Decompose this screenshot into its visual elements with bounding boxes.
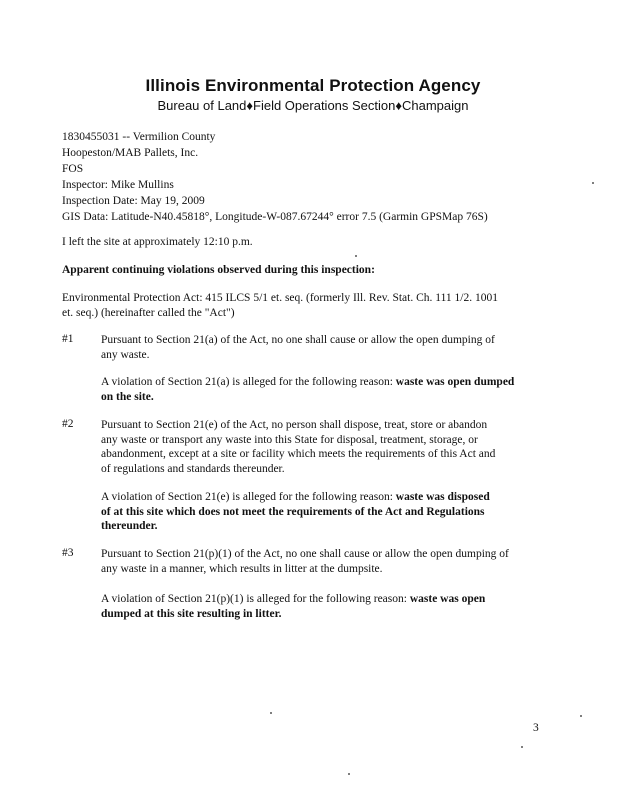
scan-speck (521, 746, 523, 748)
violation-number: #1 (62, 333, 74, 345)
violation-provision (101, 333, 541, 362)
act-reference-line-1: Environmental Protection Act: 415 ILCS 5/1 et. seq. (formerly Ill. Rev. Stat. Ch. 111 1/2. 1001 (62, 292, 498, 304)
violation-provision (101, 418, 561, 476)
inspection-date-line: Inspection Date: May 19, 2009 (62, 195, 205, 207)
allegation-reason: thereunder. (101, 520, 158, 532)
violation-allegation (101, 592, 561, 621)
allegation-reason: dumped at this site resulting in litter. (101, 607, 282, 620)
provision-line: Pursuant to Section 21(p)(1) of the Act, no one shall cause or allow the open dumping of (101, 548, 509, 560)
site-name-line: Hoopeston/MAB Pallets, Inc. (62, 147, 199, 159)
provision-line: any waste or transport any waste into this State for disposal, treatment, storage, or (101, 433, 478, 446)
provision-line: abandonment, except at a site or facility which meets the requirements of this Act and (101, 448, 496, 460)
page-number: 3 (533, 722, 539, 734)
site-id-line: 1830455031 -- Vermilion County (62, 131, 216, 143)
scan-speck (348, 773, 350, 775)
section-line: FOS (62, 163, 84, 175)
allegation-reason: waste was open (409, 593, 486, 605)
violation-allegation (101, 375, 561, 404)
allegation-reason: waste was open dumped (395, 376, 515, 388)
agency-title: Illinois Environmental Protection Agency (145, 76, 481, 95)
left-site-line: I left the site at approximately 12:10 p.m. (62, 236, 253, 248)
provision-line: Pursuant to Section 21(a) of the Act, no one shall cause or allow the open dumping of (101, 334, 495, 346)
gis-data-line: GIS Data: Latitude-N40.45818°, Longitude-W-087.67244° error 7.5 (Garmin GPSMap 76S) (62, 211, 488, 223)
violation-provision (101, 547, 561, 576)
bureau-subtitle: Bureau of Land♦Field Operations Section♦Champaign (157, 98, 469, 113)
scan-speck (580, 715, 582, 717)
allegation-reason: on the site. (101, 390, 154, 403)
provision-line: any waste. (101, 348, 150, 361)
scan-speck (355, 255, 357, 257)
allegation-text: A violation of Section 21(p)(1) is alleged for the following reason: (101, 593, 410, 605)
violations-heading: Apparent continuing violations observed during this inspection: (62, 264, 375, 276)
violation-allegation (101, 490, 571, 534)
allegation-reason: waste was disposed (395, 491, 490, 503)
violation-number: #3 (62, 547, 74, 559)
inspector-line: Inspector: Mike Mullins (62, 179, 174, 191)
allegation-reason: of at this site which does not meet the requirements of the Act and Regulations (101, 505, 485, 518)
allegation-text: A violation of Section 21(a) is alleged for the following reason: (101, 376, 396, 388)
violation-number: #2 (62, 418, 74, 430)
scan-speck (592, 182, 594, 184)
provision-line: Pursuant to Section 21(e) of the Act, no person shall dispose, treat, store or abandon (101, 419, 488, 431)
allegation-text: A violation of Section 21(e) is alleged for the following reason: (101, 491, 396, 503)
scan-speck (270, 712, 272, 714)
provision-line: of regulations and standards thereunder. (101, 462, 285, 475)
provision-line: any waste in a manner, which results in litter at the dumpsite. (101, 562, 383, 575)
act-reference-line-2: et. seq.) (hereinafter called the "Act") (62, 307, 235, 319)
